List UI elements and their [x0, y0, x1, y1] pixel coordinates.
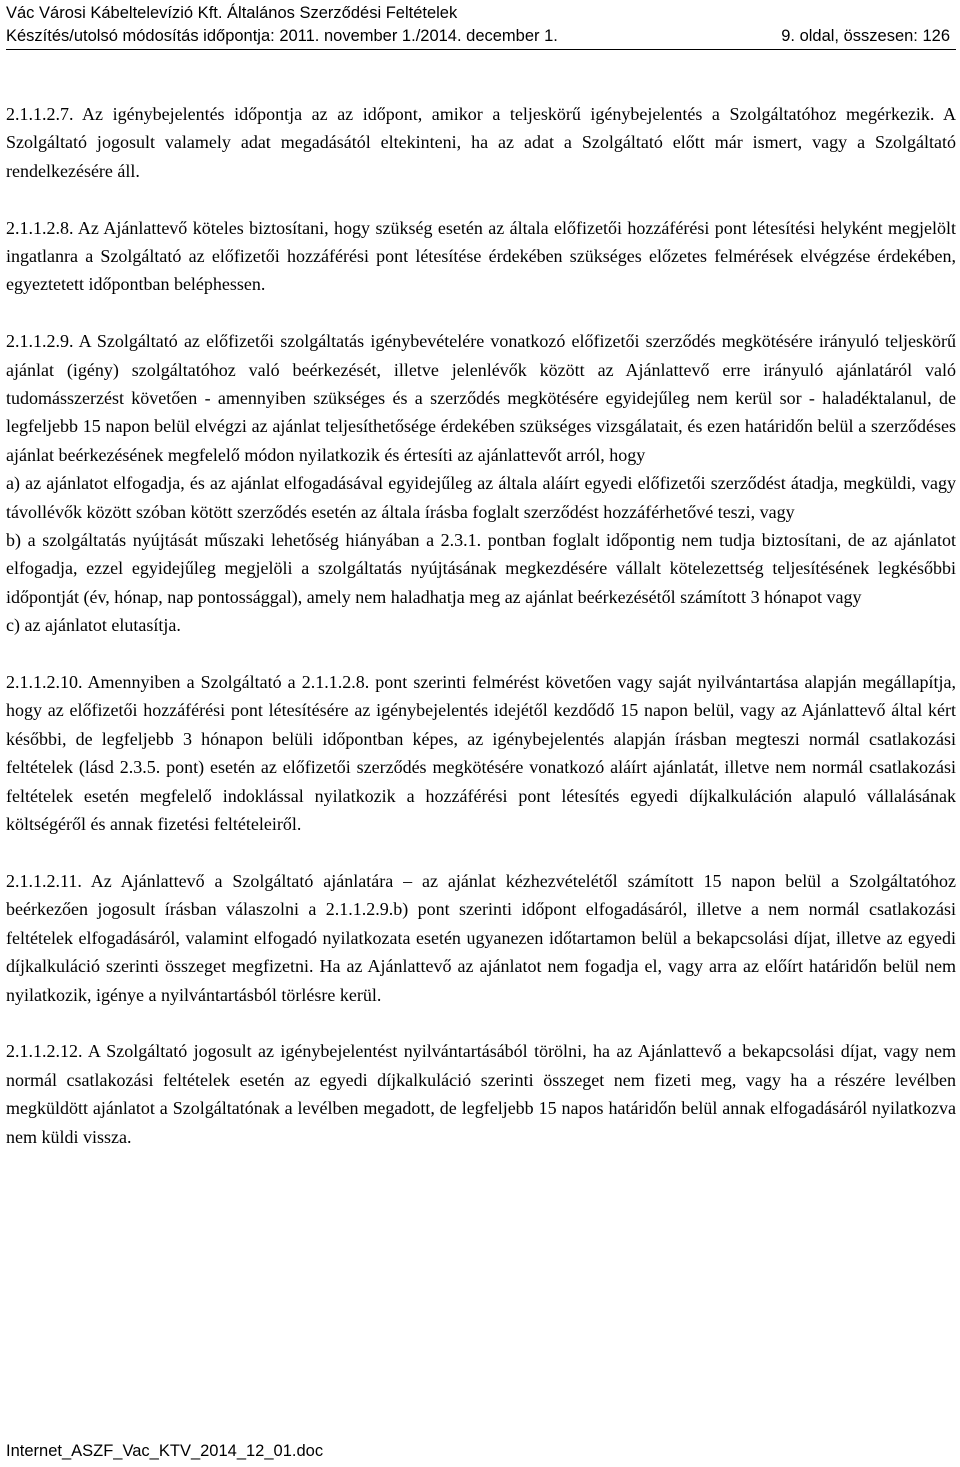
paragraph-2-1-1-2-8: 2.1.1.2.8. Az Ajánlattevő köteles biztosítani, hogy szükség esetén az általa előfizetői hozzáférési pont létesítési helyként megjelölt ingatlanra a Szolgáltató az előfizetői hozzáférési pont létesítése érdekében szükséges előzetes felmérések elvégzése érdekében, egyeztetett időpontban beléphessen.	[6, 217, 956, 295]
paragraph-2-1-1-2-11: 2.1.1.2.11. Az Ajánlattevő a Szolgáltató ajánlatára – az ajánlat kézhezvételétől számított 15 napon belül a Szolgáltatóhoz beérkezően jogosult írásban válaszolni a 2.1.1.2.9.b) pont szerinti időpont elfogadásáról, illetve a nem normál csatlakozási feltételek elfogadásáról, valamint elfogadó nyilatkozata esetén ugyanezen időtartamon belül a bekapcsolási díjat, illetve az egyedi díjkalkuláció szerinti összeget megfizetni. Ha az Ajánlattevő az ajánlatot nem fogadja el, vagy arra az előírt határidőn belül nem nyilatkozik, igénye a nyilvántartásból törlésre kerül.	[6, 870, 956, 1005]
paragraph-2-1-1-2-7: 2.1.1.2.7. Az igénybejelentés időpontja az az időpont, amikor a teljeskörű igénybejelentés a Szolgáltatóhoz megérkezik. A Szolgáltató jogosult valamely adat megadásától eltekinteni, ha az adat a Szolgáltató előtt már ismert, vagy a Szolgáltató rendelkezésére áll.	[6, 104, 956, 181]
document-body	[6, 100, 956, 1151]
list-item-a: a) az ajánlatot elfogadja, és az ajánlat elfogadásával egyidejűleg az általa aláírt egyedi előfizetői szerződést átadja, megküldi, vagy távollévők között szóban kötött szerződés esetén az általa írásba foglalt szerződést hozzáférhetővé teszi, vagy	[6, 473, 956, 522]
paragraph-2-1-1-2-12: 2.1.1.2.12. A Szolgáltató jogosult az igénybejelentést nyilvántartásából törölni, ha az Ajánlattevő a bekapcsolási díjat, vagy nem normál csatlakozási feltételek esetén az egyedi díjkalkuláció szerinti összeget nem fizeti meg, vagy ha a részére levélben megküldött ajánlatot a Szolgáltatónak a levélben megadott, de legfeljebb 15 napos határidőn belül annak elfogadásáról nyilatkozva nem küldi vissza.	[6, 1041, 956, 1147]
list-item-b: b) a szolgáltatás nyújtását műszaki lehetőség hiányában a 2.3.1. pontban foglalt időpontig nem tudja biztosítani, de az ajánlatot elfogadja, ezzel egyidejűleg megjelöli a szolgáltatás nyújtásának megkezdésére vállalt kötelezettség teljesítésének legkésőbbi időpontját (év, hónap, nap pontossággal), amely nem haladhatja meg az ajánlat beérkezésétől számított 3 hónapot vagy	[6, 530, 956, 607]
header-meta	[6, 25, 956, 48]
document-page	[6, 0, 956, 1151]
paragraph-2-1-1-2-10: 2.1.1.2.10. Amennyiben a Szolgáltató a 2.1.1.2.8. pont szerinti felmérést követően vagy saját nyilvántartása alapján megállapítja, hogy az előfizetői hozzáférési pont létesítésére az igénybejelentés idejétől kezdődő 15 napon belül, vagy az Ajánlattevő által kért későbbi, de legfeljebb 3 hónapon belüli időpontban képes, az igénybejelentés alapján írásban megteszi normál csatlakozási feltételek (lásd 2.3.5. pont) esetén az előfizetői szerződés megkötésére vonatkozó aláírt ajánlatát, illetve nem normál csatlakozási feltételek esetén megfelelő indoklással nyilatkozik a hozzáférési pont létesítés egyedi díjkalkuláción alapuló vállalásának költségéről és annak fizetési feltételeiről.	[6, 672, 956, 835]
page-footer-filename: Internet_ASZF_Vac_KTV_2014_12_01.doc	[6, 1442, 324, 1460]
header-revision-date: Készítés/utolsó módosítás időpontja: 2011. november 1./2014. december 1.	[6, 27, 558, 45]
list-item-c: c) az ajánlatot elutasítja.	[6, 615, 181, 636]
header-title: Vác Városi Kábeltelevízió Kft. Általános Szerződési Feltételek	[6, 4, 458, 22]
paragraph-2-1-1-2-9: 2.1.1.2.9. A Szolgáltató az előfizetői szolgáltatás igénybevételére vonatkozó előfizetői szerződés megkötésére irányuló teljeskörű ajánlat (igény) szolgáltatóhoz való beérkezését, illetve jelenlévők között az Ajánlattevő erre irányuló ajánlatáról való tudomásszerzést követően - amennyiben szükséges és a szerződés megkötésére egyidejűleg nem kerül sor - haladéktalanul, de legfeljebb 15 napon belül elvégzi az ajánlat teljesíthetősége érdekében szükséges vizsgálatait, és ezen határidőn belül a szerződéses ajánlat beérkezésének megfelelő módon nyilatkozik és értesíti az ajánlattevőt arról, hogy	[6, 331, 956, 465]
header-page-number: 9. oldal, összesen: 126	[781, 27, 950, 45]
page-header	[6, 0, 956, 50]
